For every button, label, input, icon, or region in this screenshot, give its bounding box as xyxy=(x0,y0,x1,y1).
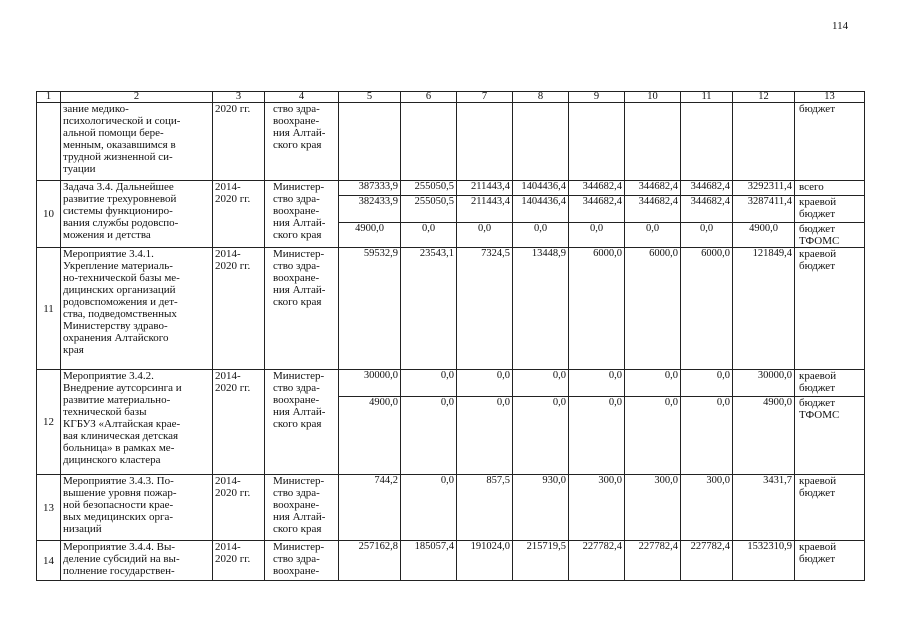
period xyxy=(213,475,265,541)
text-line: ского края xyxy=(273,229,322,241)
text-line: ство здра- xyxy=(273,487,320,499)
text-line: ство здра- xyxy=(273,382,320,394)
amount-cell: 1532310,9 xyxy=(733,541,795,581)
amount-cell: 344682,4 xyxy=(569,181,625,196)
text-line: воохране- xyxy=(273,205,320,217)
funding-source: бюджет ТФОМС xyxy=(795,223,865,248)
amount-cell: 227782,4 xyxy=(569,541,625,581)
amount-cell: 344682,4 xyxy=(681,181,733,196)
text-line: развитие трехуровневой xyxy=(63,193,177,205)
amount-cell: 4900,0 xyxy=(339,223,401,248)
amount-cell: 0,0 xyxy=(401,223,457,248)
row-number: 12 xyxy=(37,370,61,475)
funding-source: краевой бюджет xyxy=(795,541,865,581)
measure-name xyxy=(61,103,213,181)
text-line: ство здра- xyxy=(273,260,320,272)
amount-cell: 0,0 xyxy=(457,397,513,475)
amount-cell: 255050,5 xyxy=(401,181,457,196)
program-table xyxy=(36,91,865,581)
amount-cell: 257162,8 xyxy=(339,541,401,581)
col-header: 9 xyxy=(569,92,625,103)
text-line: ства, подведомственных xyxy=(63,308,177,320)
amount-cell: 3287411,4 xyxy=(733,196,795,223)
amount-cell: 0,0 xyxy=(401,397,457,475)
amount-cell: 344682,4 xyxy=(625,181,681,196)
amount-cell xyxy=(339,103,401,181)
table-row xyxy=(37,475,865,541)
amount-cell: 0,0 xyxy=(569,223,625,248)
table-row xyxy=(37,248,865,370)
text-line: воохране- xyxy=(273,394,320,406)
text-line: полнение государствен- xyxy=(63,565,175,577)
text-line: охранения Алтайского xyxy=(63,332,169,344)
col-header: 4 xyxy=(265,92,339,103)
text-line: но-технической базы ме- xyxy=(63,272,180,284)
text-line: ство здра- xyxy=(273,553,320,565)
table-row xyxy=(37,103,865,181)
amount-cell: 4900,0 xyxy=(339,397,401,475)
amount-cell: 211443,4 xyxy=(457,196,513,223)
amount-cell: 744,2 xyxy=(339,475,401,541)
amount-cell: 30000,0 xyxy=(733,370,795,397)
period xyxy=(213,541,265,581)
text-line: 2020 гг. xyxy=(215,487,251,499)
amount-cell: 30000,0 xyxy=(339,370,401,397)
amount-cell xyxy=(733,103,795,181)
funding-source: краевой бюджет xyxy=(795,248,865,370)
text-line: Мероприятие 3.4.2. xyxy=(63,370,154,382)
period xyxy=(213,181,265,248)
amount-cell: 0,0 xyxy=(513,397,569,475)
text-line: 2020 гг. xyxy=(215,553,251,565)
text-line: края xyxy=(63,344,84,356)
col-header: 3 xyxy=(213,92,265,103)
amount-cell: 6000,0 xyxy=(681,248,733,370)
row-number: 13 xyxy=(37,475,61,541)
col-header: 12 xyxy=(733,92,795,103)
amount-cell: 227782,4 xyxy=(681,541,733,581)
text-line: вая клиническая детская xyxy=(63,430,179,442)
text-line: ского края xyxy=(273,523,322,535)
amount-cell: 215719,5 xyxy=(513,541,569,581)
funding-source: краевой бюджет xyxy=(795,370,865,397)
text-line: менным, оказавшимся в xyxy=(63,139,176,151)
amount-cell: 0,0 xyxy=(569,370,625,397)
amount-cell: 0,0 xyxy=(401,475,457,541)
text-line: альной помощи бере- xyxy=(63,127,164,139)
funding-source: краевой бюджет xyxy=(795,196,865,223)
row-number: 14 xyxy=(37,541,61,581)
text-line: дицинского кластера xyxy=(63,454,161,466)
amount-cell: 121849,4 xyxy=(733,248,795,370)
amount-cell: 6000,0 xyxy=(569,248,625,370)
text-line: зание медико- xyxy=(63,103,129,115)
period xyxy=(213,370,265,475)
text-line: туации xyxy=(63,163,96,175)
col-header: 5 xyxy=(339,92,401,103)
amount-cell: 387333,9 xyxy=(339,181,401,196)
amount-cell: 382433,9 xyxy=(339,196,401,223)
text-line: ского края xyxy=(273,139,322,151)
text-line: Министерству здраво- xyxy=(63,320,168,332)
text-line: вых медицинских орга- xyxy=(63,511,174,523)
amount-cell: 255050,5 xyxy=(401,196,457,223)
table-row xyxy=(37,541,865,581)
text-line: воохране- xyxy=(273,499,320,511)
amount-cell: 3292311,4 xyxy=(733,181,795,196)
amount-cell: 185057,4 xyxy=(401,541,457,581)
text-line: больница» в рамках ме- xyxy=(63,442,175,454)
amount-cell: 0,0 xyxy=(625,370,681,397)
text-line: 2020 гг. xyxy=(215,260,251,272)
executor xyxy=(265,181,339,248)
col-header: 13 xyxy=(795,92,865,103)
measure-name xyxy=(61,541,213,581)
executor xyxy=(265,248,339,370)
amount-cell xyxy=(625,103,681,181)
amount-cell: 23543,1 xyxy=(401,248,457,370)
text-line: Мероприятие 3.4.4. Вы- xyxy=(63,541,176,553)
text-line: КГБУЗ «Алтайская крае- xyxy=(63,418,181,430)
funding-source: бюджет xyxy=(795,103,865,181)
text-line: 2020 гг. xyxy=(215,103,251,115)
amount-cell: 300,0 xyxy=(625,475,681,541)
text-line: вания службы родовспо- xyxy=(63,217,179,229)
table-row xyxy=(37,181,865,196)
amount-cell: 344682,4 xyxy=(569,196,625,223)
amount-cell: 211443,4 xyxy=(457,181,513,196)
text-line: ство здра- xyxy=(273,193,320,205)
amount-cell xyxy=(401,103,457,181)
text-line: 2014- xyxy=(215,370,241,382)
amount-cell: 7324,5 xyxy=(457,248,513,370)
amount-cell: 191024,0 xyxy=(457,541,513,581)
text-line: ной безопасности крае- xyxy=(63,499,174,511)
amount-cell: 227782,4 xyxy=(625,541,681,581)
period xyxy=(213,103,265,181)
text-line: ния Алтай- xyxy=(273,217,326,229)
text-line: Министер- xyxy=(273,248,325,260)
measure-name xyxy=(61,181,213,248)
amount-cell: 0,0 xyxy=(457,370,513,397)
measure-name xyxy=(61,475,213,541)
text-line: родовспоможения и дет- xyxy=(63,296,178,308)
text-line: воохране- xyxy=(273,115,320,127)
amount-cell: 4900,0 xyxy=(733,397,795,475)
text-line: Министер- xyxy=(273,370,325,382)
col-header: 11 xyxy=(681,92,733,103)
amount-cell: 0,0 xyxy=(625,397,681,475)
executor xyxy=(265,541,339,581)
measure-name xyxy=(61,248,213,370)
text-line: ство здра- xyxy=(273,103,320,115)
text-line: Министер- xyxy=(273,475,325,487)
amount-cell: 1404436,4 xyxy=(513,181,569,196)
amount-cell: 0,0 xyxy=(513,370,569,397)
row-number: 10 xyxy=(37,181,61,248)
measure-name xyxy=(61,370,213,475)
text-line: ского края xyxy=(273,296,322,308)
amount-cell xyxy=(569,103,625,181)
text-line: 2020 гг. xyxy=(215,382,251,394)
funding-source: бюджет ТФОМС xyxy=(795,397,865,475)
executor xyxy=(265,103,339,181)
text-line: воохране- xyxy=(273,272,320,284)
amount-cell: 59532,9 xyxy=(339,248,401,370)
text-line: 2020 гг. xyxy=(215,193,251,205)
amount-cell xyxy=(513,103,569,181)
text-line: Укрепление материаль- xyxy=(63,260,173,272)
amount-cell: 0,0 xyxy=(681,370,733,397)
text-line: ского края xyxy=(273,418,322,430)
text-line: вышение уровня пожар- xyxy=(63,487,177,499)
amount-cell: 0,0 xyxy=(681,223,733,248)
text-line: трудной жизненной си- xyxy=(63,151,173,163)
text-line: 2014- xyxy=(215,475,241,487)
text-line: психологической и соци- xyxy=(63,115,181,127)
amount-cell: 1404436,4 xyxy=(513,196,569,223)
col-header: 6 xyxy=(401,92,457,103)
amount-cell: 930,0 xyxy=(513,475,569,541)
row-number: 11 xyxy=(37,248,61,370)
text-line: Министер- xyxy=(273,181,325,193)
table-row xyxy=(37,370,865,397)
col-header: 8 xyxy=(513,92,569,103)
page-number: 114 xyxy=(832,20,849,32)
text-line: дицинских организаций xyxy=(63,284,176,296)
amount-cell: 0,0 xyxy=(401,370,457,397)
text-line: низаций xyxy=(63,523,102,535)
text-line: Мероприятие 3.4.3. По- xyxy=(63,475,174,487)
amount-cell: 0,0 xyxy=(457,223,513,248)
amount-cell: 0,0 xyxy=(569,397,625,475)
row-number xyxy=(37,103,61,181)
text-line: ния Алтай- xyxy=(273,127,326,139)
text-line: системы функциониро- xyxy=(63,205,173,217)
amount-cell: 3431,7 xyxy=(733,475,795,541)
amount-cell: 300,0 xyxy=(569,475,625,541)
funding-source: краевой бюджет xyxy=(795,475,865,541)
amount-cell: 300,0 xyxy=(681,475,733,541)
col-header: 1 xyxy=(37,92,61,103)
text-line: 2014- xyxy=(215,248,241,260)
text-line: можения и детства xyxy=(63,229,151,241)
text-line: 2014- xyxy=(215,181,241,193)
amount-cell: 0,0 xyxy=(625,223,681,248)
amount-cell: 344682,4 xyxy=(681,196,733,223)
column-header-row xyxy=(37,92,865,103)
period xyxy=(213,248,265,370)
text-line: воохране- xyxy=(273,565,320,577)
text-line: Задача 3.4. Дальнейшее xyxy=(63,181,174,193)
amount-cell: 0,0 xyxy=(681,397,733,475)
col-header: 2 xyxy=(61,92,213,103)
funding-source: всего xyxy=(795,181,865,196)
text-line: развитие материально- xyxy=(63,394,171,406)
text-line: Министер- xyxy=(273,541,325,553)
amount-cell: 0,0 xyxy=(513,223,569,248)
text-line: ния Алтай- xyxy=(273,284,326,296)
text-line: 2014- xyxy=(215,541,241,553)
text-line: ния Алтай- xyxy=(273,511,326,523)
executor xyxy=(265,370,339,475)
col-header: 10 xyxy=(625,92,681,103)
col-header: 7 xyxy=(457,92,513,103)
text-line: ния Алтай- xyxy=(273,406,326,418)
amount-cell: 6000,0 xyxy=(625,248,681,370)
amount-cell: 4900,0 xyxy=(733,223,795,248)
amount-cell xyxy=(681,103,733,181)
executor xyxy=(265,475,339,541)
amount-cell xyxy=(457,103,513,181)
amount-cell: 13448,9 xyxy=(513,248,569,370)
text-line: технической базы xyxy=(63,406,147,418)
text-line: деление субсидий на вы- xyxy=(63,553,180,565)
text-line: Внедрение аутсорсинга и xyxy=(63,382,182,394)
text-line: Мероприятие 3.4.1. xyxy=(63,248,154,260)
amount-cell: 857,5 xyxy=(457,475,513,541)
amount-cell: 344682,4 xyxy=(625,196,681,223)
